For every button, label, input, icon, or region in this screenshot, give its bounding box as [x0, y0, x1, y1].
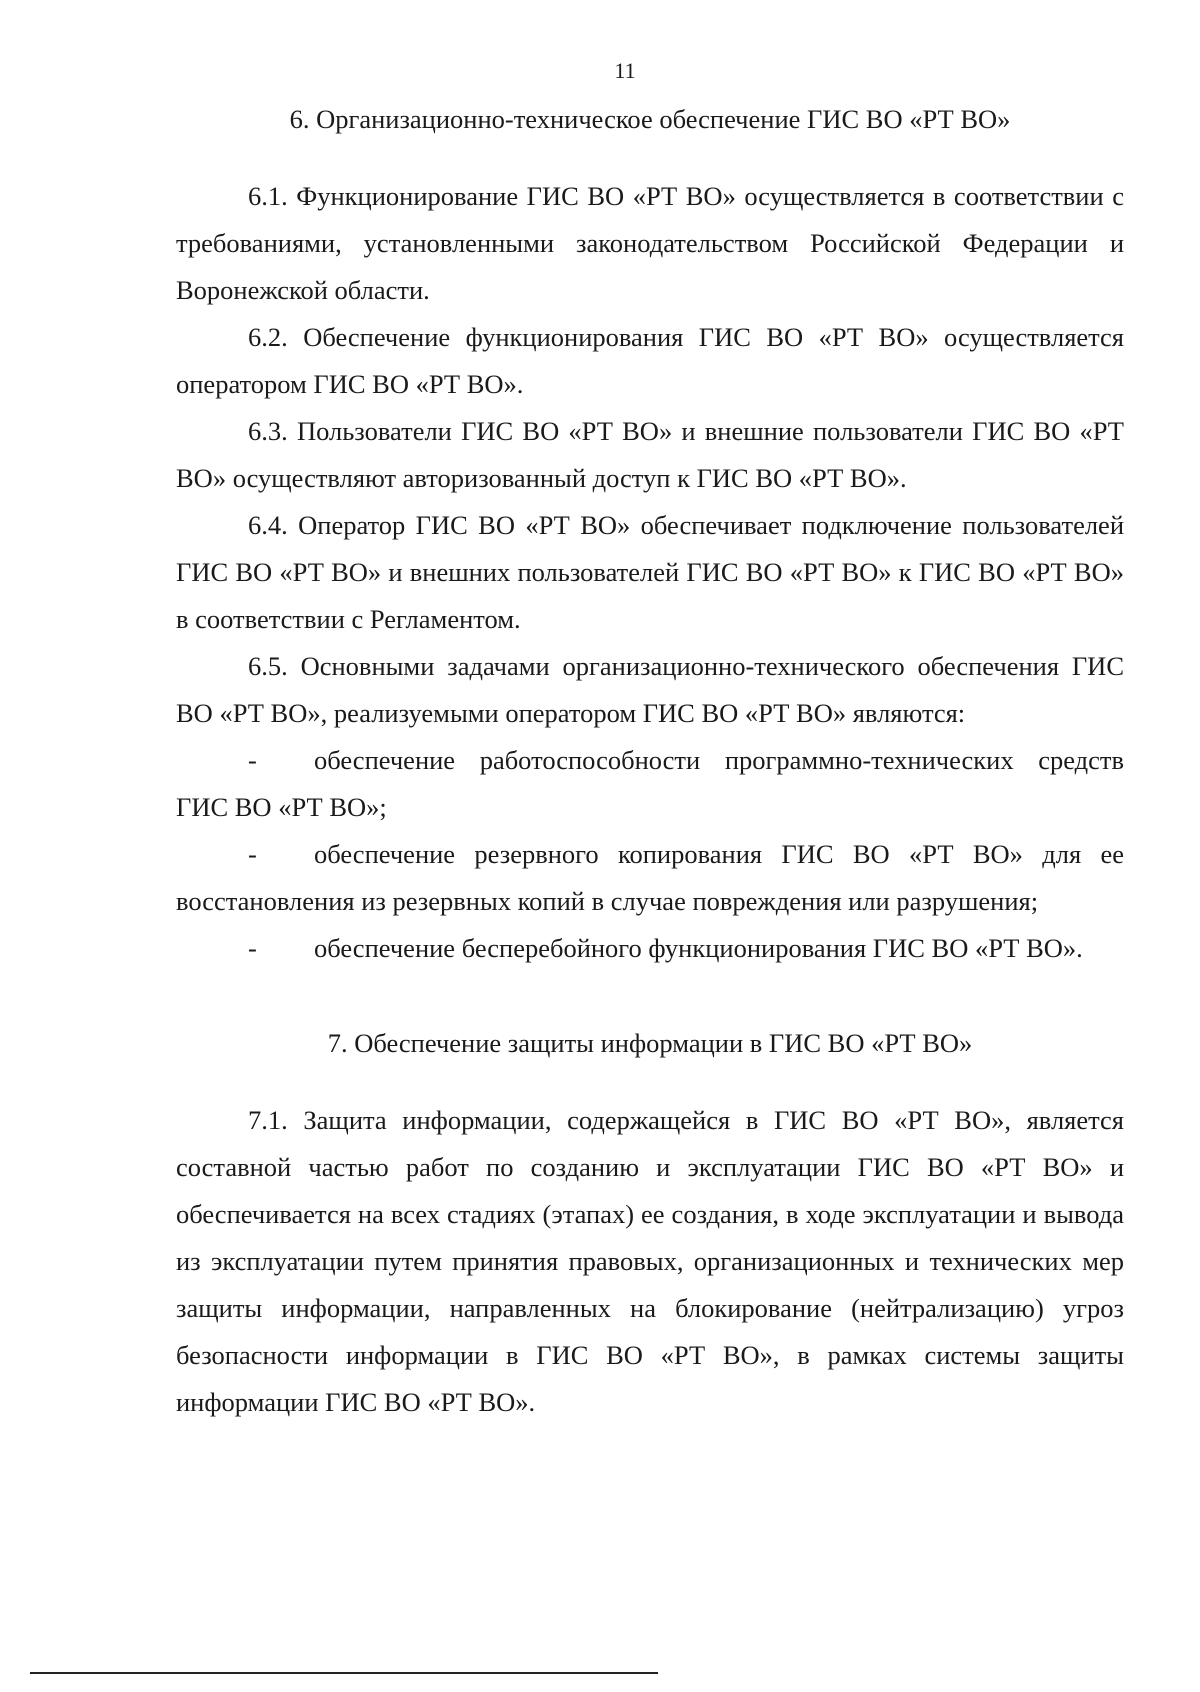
document-body [176, 96, 1124, 1426]
list-item-text: обеспечение работоспособности программно-технических средств ГИС ВО «РТ ВО»; [176, 745, 1124, 822]
list-marker: - [248, 839, 257, 869]
list-marker: - [248, 933, 257, 963]
paragraph-7-1: 7.1. Защита информации, содержащейся в ГИС ВО «РТ ВО», является составной частью работ по созданию и эксплуатации ГИС ВО «РТ ВО» и обеспечивается на всех стадиях (этапах) ее создания, в ходе эксплуатации и вывода из эксплуатации путем принятия правовых, организационных и технических мер защиты информации, направленных на блокирование (нейтрализацию) угроз безопасности информации в ГИС ВО «РТ ВО», в рамках системы защиты информации ГИС ВО «РТ ВО». [176, 1105, 1124, 1417]
paragraph-6-1: 6.1. Функционирование ГИС ВО «РТ ВО» осуществляется в соответствии с требованиями, установленными законодательством Российской Федерации и Воронежской области. [176, 181, 1124, 305]
list-item-text: обеспечение резервного копирования ГИС ВО «РТ ВО» для ее восстановления из резервных копий в случае повреждения или разрушения; [176, 839, 1124, 916]
paragraph-6-3: 6.3. Пользователи ГИС ВО «РТ ВО» и внешние пользователи ГИС ВО «РТ ВО» осуществляют авторизованный доступ к ГИС ВО «РТ ВО». [176, 416, 1124, 493]
list-item [176, 831, 1124, 925]
section-6-heading: 6. Организационно-техническое обеспечение ГИС ВО «РТ ВО» [289, 104, 1011, 134]
list-item [176, 737, 1124, 831]
list-marker: - [248, 745, 257, 775]
paragraph-6-4: 6.4. Оператор ГИС ВО «РТ ВО» обеспечивает подключение пользователей ГИС ВО «РТ ВО» и внешних пользователей ГИС ВО «РТ ВО» к ГИС ВО «РТ ВО» в соответствии с Регламентом. [176, 510, 1124, 634]
spacer [176, 972, 1124, 1020]
footer-rule [30, 1672, 658, 1674]
paragraph-6-5: 6.5. Основными задачами организационно-технического обеспечения ГИС ВО «РТ ВО», реализуемыми оператором ГИС ВО «РТ ВО» являются: [176, 651, 1124, 728]
spacer [176, 1067, 1124, 1097]
page-number: 11 [614, 58, 636, 83]
paragraph-6-2: 6.2. Обеспечение функционирования ГИС ВО «РТ ВО» осуществляется оператором ГИС ВО «РТ ВО». [176, 322, 1124, 399]
spacer [176, 143, 1124, 173]
list-item-text: обеспечение бесперебойного функционирования ГИС ВО «РТ ВО». [314, 933, 1083, 963]
list-item [176, 925, 1124, 972]
section-7-heading: 7. Обеспечение защиты информации в ГИС ВО «РТ ВО» [327, 1028, 973, 1058]
